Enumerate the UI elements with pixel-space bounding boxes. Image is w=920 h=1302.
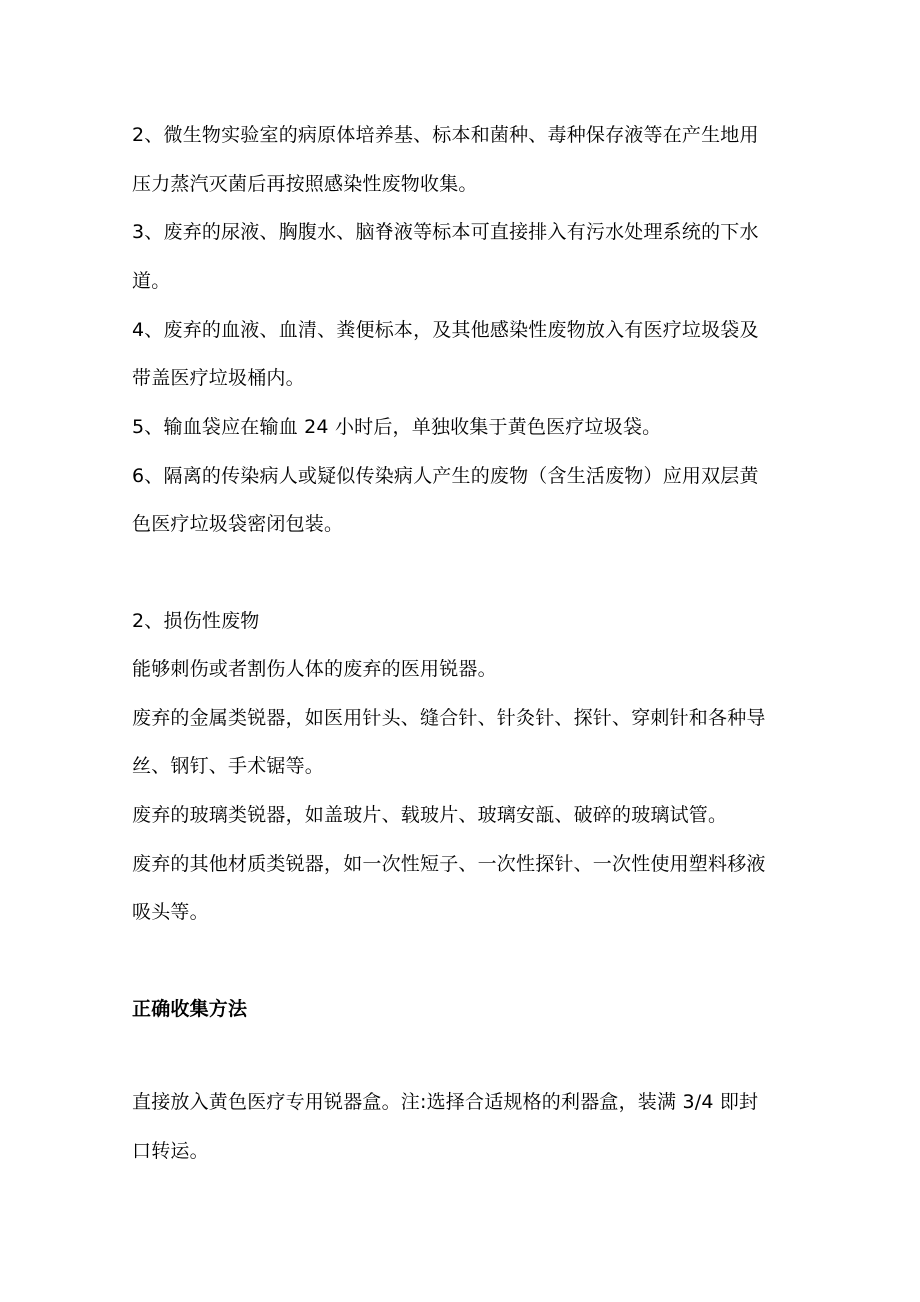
glass-sharps: 废弃的玻璃类锐器，如盖玻片、载玻片、玻璃安瓿、破碎的玻璃试管。 (132, 804, 728, 826)
item-4-line-1: 4、废弃的血液、血清、粪便标本，及其他感染性废物放入有医疗垃圾袋及 (132, 319, 759, 341)
metal-sharps-line-2: 丝、钢钉、手术锯等。 (132, 755, 325, 777)
collection-method-heading: 正确收集方法 (132, 998, 248, 1020)
item-6-line-1: 6、隔离的传染病人或疑似传染病人产生的废物（含生活废物）应用双层黄 (132, 465, 759, 487)
section-sharps-title: 2、损伤性废物 (132, 610, 260, 632)
item-5-line-1: 5、输血袋应在输血 24 小时后，单独收集于黄色医疗垃圾袋。 (132, 416, 662, 438)
collection-method-line-2: 口转运。 (132, 1140, 209, 1162)
other-sharps-line-2: 吸头等。 (132, 901, 209, 923)
sharps-definition: 能够刺伤或者割伤人体的废弃的医用锐器。 (132, 658, 497, 680)
collection-method-line-1: 直接放入黄色医疗专用锐器盒。注:选择合适规格的利器盒，装满 3/4 即封 (132, 1091, 759, 1113)
item-4-line-2: 带盖医疗垃圾桶内。 (132, 367, 305, 389)
item-6-line-2: 色医疗垃圾袋密闭包装。 (132, 513, 344, 535)
item-3-line-2: 道。 (132, 270, 171, 292)
item-2-line-2: 压力蒸汽灭菌后再按照感染性废物收集。 (132, 173, 478, 195)
item-3-line-1: 3、废弃的尿液、胸腹水、脑脊液等标本可直接排入有污水处理系统的下水 (132, 221, 759, 243)
other-sharps-line-1: 废弃的其他材质类锐器，如一次性短子、一次性探针、一次性使用塑料移液 (132, 853, 766, 875)
item-2-line-1: 2、微生物实验室的病原体培养基、标本和菌种、毒种保存液等在产生地用 (132, 124, 759, 146)
metal-sharps-line-1: 废弃的金属类锐器，如医用针头、缝合针、针灸针、探针、穿刺针和各种导 (132, 707, 766, 729)
